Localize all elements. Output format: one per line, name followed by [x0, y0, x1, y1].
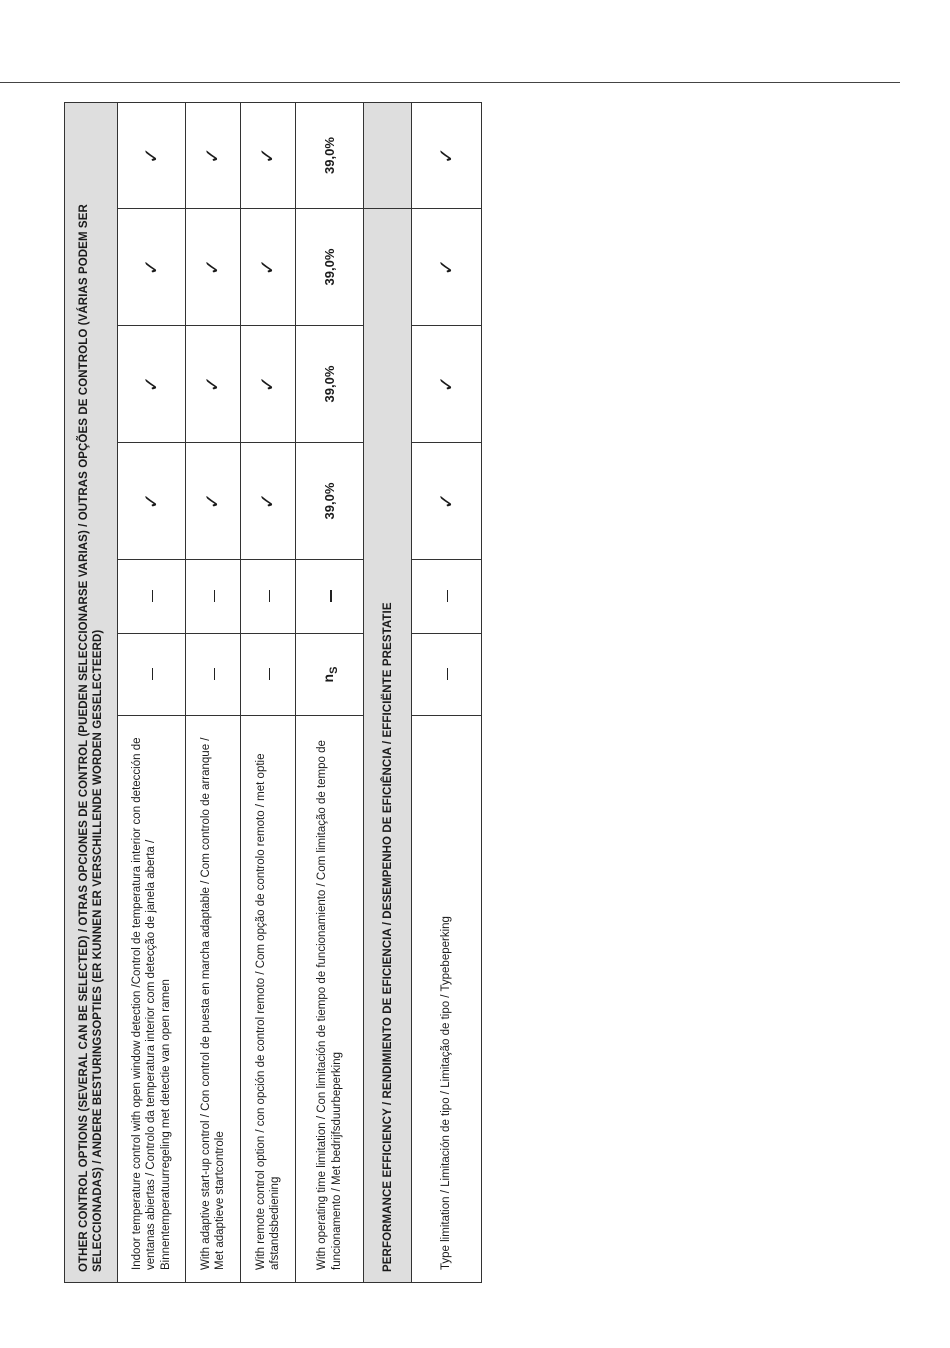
check-icon: ✓: [186, 443, 241, 560]
symbol-cell: [118, 634, 186, 716]
check-icon: ✓: [118, 103, 186, 209]
check-icon: ✓: [186, 103, 241, 209]
control-section-header: OTHER CONTROL OPTIONS (SEVERAL CAN BE SELECTED) / OTRAS OPCIONES DE CONTROL (PUEDEN SELECCIONARSE VARIAS) / OUTRAS OPÇÕES DE CONTROLO (VÁRIAS PODEM SER SELECCIONADAS) / ANDERE BESTURINGSOPTIES (ER KUNNEN ER VERSCHILLENDE WORDEN GESELECTEERD): [65, 103, 118, 1283]
unit-cell: [296, 560, 364, 634]
value-cell: 39,0%: [296, 443, 364, 560]
spec-table: [64, 102, 482, 1283]
symbol-cell: [186, 634, 241, 716]
row-label: Type limitation / Limitación de tipo / Limitação de tipo / Typebeperking: [412, 716, 482, 1283]
table-row: [412, 103, 482, 1283]
check-icon: ✓: [118, 443, 186, 560]
top-rule: [0, 82, 900, 83]
check-icon: ✓: [241, 443, 296, 560]
check-icon: ✓: [412, 443, 482, 560]
table-row: [118, 103, 186, 1283]
check-icon: ✓: [241, 103, 296, 209]
check-icon: ✓: [118, 326, 186, 443]
header-spacer: [364, 103, 412, 209]
row-label: With adaptive start-up control / Con control de puesta en marcha adaptable / Com controlo de arranque / Met adaptieve startcontrole: [186, 716, 241, 1283]
rotated-spec-table: [64, 103, 481, 1283]
unit-cell: [412, 560, 482, 634]
check-icon: ✓: [186, 209, 241, 326]
check-icon: ✓: [412, 326, 482, 443]
control-section-header-row: [65, 103, 118, 1283]
value-cell: 39,0%: [296, 103, 364, 209]
unit-cell: [118, 560, 186, 634]
unit-cell: [186, 560, 241, 634]
symbol-cell: $n_S$: [296, 634, 364, 716]
check-icon: ✓: [186, 326, 241, 443]
check-icon: ✓: [118, 209, 186, 326]
check-icon: ✓: [241, 326, 296, 443]
row-label: Indoor temperature control with open window detection /Control de temperatura interior con detección de ventanas abiertas / Controlo da temperatura interior com detecção de janela aberta / Binnentemperatuurregeling met detectie van open ramen: [118, 716, 186, 1283]
symbol-cell: [412, 634, 482, 716]
table-row: [241, 103, 296, 1283]
check-icon: ✓: [412, 103, 482, 209]
unit-cell: [241, 560, 296, 634]
table-row: [296, 103, 364, 1283]
check-icon: ✓: [241, 209, 296, 326]
row-label: With operating time limitation / Con limitación de tiempo de funcionamiento / Com limitação de tempo de funcionamento / Met bedrijfsduurbeperking: [296, 716, 364, 1283]
table-row: [186, 103, 241, 1283]
performance-section-header-row: [364, 103, 412, 1283]
row-label: With remote control option / con opción de control remoto / Com opção de controlo remoto / met optie afstandsbediening: [241, 716, 296, 1283]
value-cell: 39,0%: [296, 209, 364, 326]
performance-section-header: PERFORMANCE EFFICIENCY / RENDIMIENTO DE EFICIENCIA / DESEMPENHO DE EFICIÊNCIA / EFFICIËNTE PRESTATIE: [364, 209, 412, 1283]
symbol-cell: [241, 634, 296, 716]
check-icon: ✓: [412, 209, 482, 326]
value-cell: 39,0%: [296, 326, 364, 443]
